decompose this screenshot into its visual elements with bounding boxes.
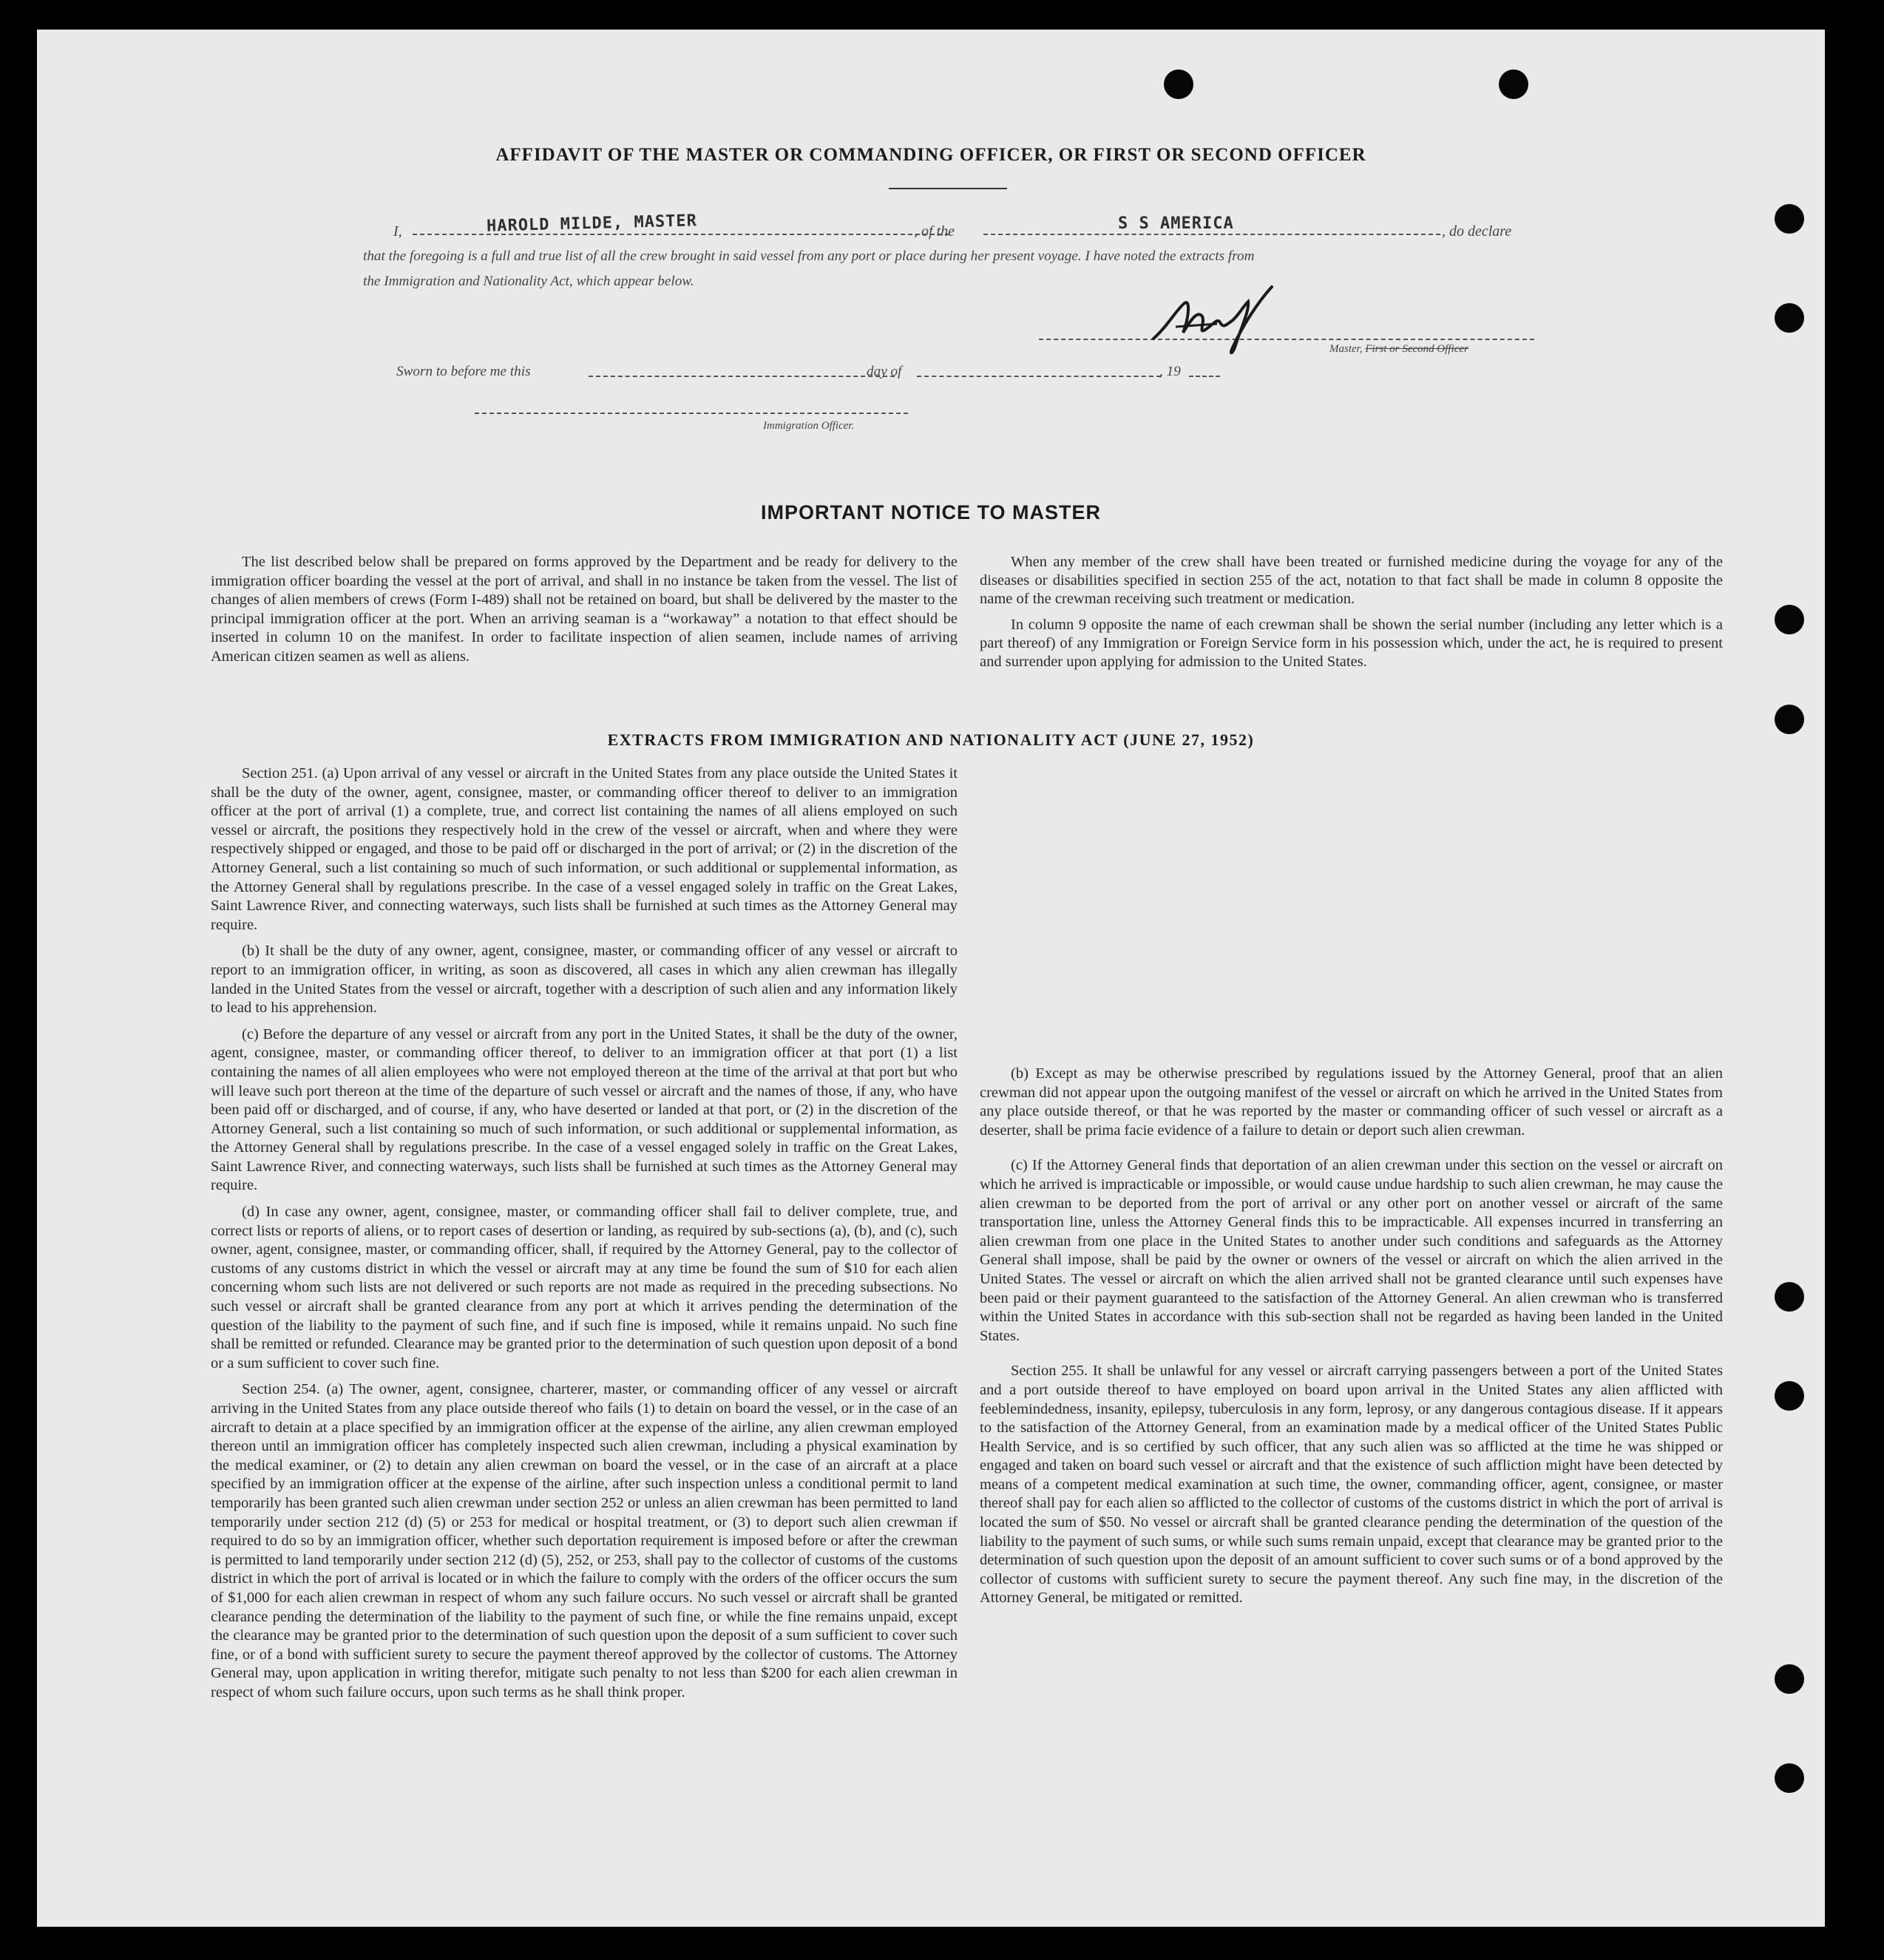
signer-master: Master, xyxy=(1329,343,1363,355)
notice-left-column xyxy=(211,553,958,674)
punch-hole xyxy=(1775,1763,1804,1793)
notice-right-p2: In column 9 opposite the name of each crewman shall be shown the serial number (including any letter which is a part thereof) of any Immigration or Foreign Service form in his possession which, under the act, he is required to present and surrender upon applying for admission to the United States. xyxy=(980,617,1723,670)
master-name: HAROLD MILDE, MASTER xyxy=(486,211,698,236)
punch-hole xyxy=(1775,605,1804,634)
document-page xyxy=(37,30,1825,1927)
sworn-month-line xyxy=(917,376,1161,377)
vessel-line xyxy=(983,234,1440,235)
punch-hole xyxy=(1775,705,1804,734)
punch-hole xyxy=(1164,69,1193,99)
extracts-title: EXTRACTS FROM IMMIGRATION AND NATIONALITY ACT (JUNE 27, 1952) xyxy=(607,730,1255,749)
punch-hole xyxy=(1775,1664,1804,1694)
title-rule xyxy=(889,188,1007,189)
officer-signature-line xyxy=(475,413,908,414)
section-254b: (b) Except as may be otherwise prescribed by regulations issued by the Attorney General, proof that an alien crewman did not appear upon the outgoing manifest of the vessel or aircraft on which he arrived in the United States from any place outside thereof, or that he was reported by the master or commanding officer of such vessel or aircraft as a deserter, shall be prima facie evidence of a failure to detain or deport such alien crewman. xyxy=(980,1065,1723,1139)
officer-label: Immigration Officer. xyxy=(763,420,855,432)
section-251c: (c) Before the departure of any vessel or aircraft from any port in the United States, it shall be the duty of the owner, agent, consignee, master, or commanding officer thereof, to deliver to an immigration officer at that port (1) a list containing the names of all alien employees who were not employed thereon at the time of the arrival at that port but who will leave such port thereon at the time of the departure of such vessel or aircraft and the names of those, if any, who have been paid off or discharged, and of course, if any, who have deserted or landed at that port, or (2) in the discretion of the Attorney General, such a list containing so much of such information, or such additional or supplemental information, as the Attorney General shall by regulations prescribe. In the case of a vessel engaged solely in traffic on the Great Lakes, Saint Lawrence River, and connecting waterways, such lists shall be furnished at such times as the Attorney General may require. xyxy=(211,1025,958,1194)
notice-left-text: The list described below shall be prepared on forms approved by the Department and be ready for delivery to the immigration officer boarding the vessel at the port of arrival, and shall in no instance be taken from the vessel. The list of changes of alien members of crews (Form I-489) shall not be retained on board, but shall be delivered by the master to the principal immigration officer at the port. When an arriving seaman is a “workaway” a notation to that effect should be inserted in column 10 on the manifest. In order to facilitate inspection of alien seamen, include names of arriving American citizen seamen as well as aliens. xyxy=(211,554,958,665)
sworn-day-line xyxy=(589,376,895,377)
punch-hole xyxy=(1775,1381,1804,1411)
signer-title xyxy=(1329,343,1468,356)
sworn-label: Sworn to before me this xyxy=(396,364,531,379)
extracts-right-column xyxy=(980,1065,1723,1615)
punch-hole xyxy=(1775,303,1804,333)
punch-hole xyxy=(1775,204,1804,234)
year-line xyxy=(1189,376,1220,377)
notice-right-column xyxy=(980,553,1723,679)
section-251a: Section 251. (a) Upon arrival of any vessel or aircraft in the United States from any place outside the United States it shall be the duty of the owner, agent, consignee, master, or commanding officer thereof to deliver to an immigration officer at the port of arrival (1) a complete, true, and correct list containing the names of all aliens employed on such vessel or aircraft, the positions they respectively hold in the crew of the vessel or aircraft, when and where they were respectively shipped or engaged, and those to be paid off or discharged in the port of arrival; or (2) in the discretion of the Attorney General, such a list containing so much of such information, or such additional or supplemental information, as the Attorney General shall by regulations prescribe. In the case of a vessel engaged solely in traffic on the Great Lakes, Saint Lawrence River, and connecting waterways, such lists shall be furnished at such times as the Attorney General may require. xyxy=(211,765,958,933)
punch-hole xyxy=(1775,1282,1804,1312)
statement-line1: that the foregoing is a full and true list of all the crew brought in said vessel from any port or place during her present voyage. I have noted the extracts from xyxy=(363,248,1255,264)
i-label: I, xyxy=(393,223,402,240)
punch-hole xyxy=(1499,69,1528,99)
day-of-label: day of xyxy=(867,364,902,379)
declare-label: , do declare xyxy=(1442,223,1512,240)
master-signature xyxy=(1146,281,1309,362)
year-label: , 19 xyxy=(1159,364,1181,379)
section-251b: (b) It shall be the duty of any owner, agent, consignee, master, or commanding officer of any vessel or aircraft to report to an immigration officer, in writing, as soon as discovered, all cases in which any alien crewman has illegally landed in the United States from the vessel or aircraft, together with a description of such alien and any information likely to lead to his apprehension. xyxy=(211,943,958,1017)
of-the-label: , of the xyxy=(914,223,955,240)
notice-right-p1: When any member of the crew shall have been treated or furnished medicine during the voyage for any of the diseases or disabilities specified in section 255 of the act, notation to that fact shall be made in column 8 opposite the name of the crewman receiving such treatment or medication. xyxy=(980,554,1723,607)
affidavit-title: AFFIDAVIT OF THE MASTER OR COMMANDING OFFICER, OR FIRST OR SECOND OFFICER xyxy=(495,145,1366,165)
extracts-left-column xyxy=(211,764,958,1710)
section-254c: (c) If the Attorney General finds that deportation of an alien crewman under this section on the vessel or aircraft on which he arrived is impracticable or impossible, or would cause undue hardship to such alien crewman, he may cause the alien crewman to be deported from the port of arrival or any other port on another vessel or aircraft of the same transportation line, unless the Attorney General finds this to be impracticable. All expenses incurred in transferring an alien crewman from one place in the United States to another under such conditions and safeguards as the Attorney General shall impose, shall be paid by the owner or owners of the vessel or aircraft on which the alien arrived in the United States. The vessel or aircraft on which the alien arrived shall not be granted clearance until such expenses have been paid or their payment guaranteed to the satisfaction of the Attorney General. An alien crewman who is transferred within the United States in accordance with this sub-section shall not be regarded as having been landed in the United States. xyxy=(980,1157,1723,1344)
section-254a: Section 254. (a) The owner, agent, consignee, charterer, master, or commanding officer of any vessel or aircraft arriving in the United States from any place outside thereof who fails (1) to detain on board the vessel, or in the case of an aircraft to detain at a place specified by an immigration officer at the expense of the airline, any alien crewman employed thereon until an immigration officer has completely inspected such alien crewman, including a physical examination by the medical examiner, or (2) to detain any alien crewman on board the vessel, or in the case of an aircraft at a place specified by an immigration officer at the expense of the airline, after such inspection unless a conditional permit to land temporarily has been granted such alien crewman under section 252 or unless an alien crewman has been permitted to land temporarily under section 212 (d) (5) or 253 for medical or hospital treatment, or (3) to deport such alien crewman if required to do so by an immigration officer, whether such deportation requirement is imposed before or after the crewman is permitted to land temporarily under section 212 (d) (5), 252, or 253, shall pay to the collector of customs of the customs district in which the port of arrival is located or in which the failure to comply with the orders of the officer occurs the sum of $1,000 for each alien crewman in respect of whom any such failure occurs. No such vessel or aircraft shall be granted clearance pending the determination of the liability to the payment of such fine, or while the fine remains unpaid, except the clearance may be granted prior to the determination of such question upon the deposit of a sum sufficient to cover such fine, or of a bond with sufficient surety to secure the payment thereof approved by the collector of customs. The Attorney General may, upon application in writing therefor, mitigate such penalty to not less than $200 for each alien crewman in respect of whom such failure occurs, upon such terms as he shall think proper. xyxy=(211,1381,958,1700)
section-251d: (d) In case any owner, agent, consignee, master, or commanding officer shall fail to deliver complete, true, and correct lists or reports of aliens, or to report cases of desertion or landing, as required by sub-sections (a), (b), and (c), such owner, agent, consignee, master, or commanding officer, shall, if required by the Attorney General, pay to the collector of customs of any customs district in which the vessel or aircraft may at any time be found the sum of $10 for each alien concerning whom such lists are not delivered or such reports are not made as required in the preceding subsections. No such vessel or aircraft shall be granted clearance from any port at which it arrives pending the determination of the question of the liability to the payment of such fine, and if such fine is imposed, while it remains unpaid. No such fine shall be remitted or refunded. Clearance may be granted prior to the determination of such question upon deposit of a bond or a sum sufficient to cover such fine. xyxy=(211,1204,958,1371)
vessel-name: S S AMERICA xyxy=(1118,214,1234,233)
signer-struck: First or Second Officer xyxy=(1365,343,1468,355)
notice-title: IMPORTANT NOTICE TO MASTER xyxy=(761,501,1101,523)
section-255: Section 255. It shall be unlawful for any vessel or aircraft carrying passengers between a port of the United States and a port outside thereof to have employed on board upon arrival in the United States any alien afflicted with feeblemindedness, insanity, epilepsy, tuberculosis in any form, leprosy, or any dangerous contagious disease. If it appears to the satisfaction of the Attorney General, from an examination made by a medical officer of the United States Public Health Service, and is so certified by such officer, that any such alien was so afflicted at the time he was shipped or engaged and taken on board such vessel or aircraft and that the existence of such affliction might have been detected by means of a competent medical examination at such time, the owner, commanding officer, agent, consignee, or master thereof shall pay for each alien so afflicted to the collector of customs of the customs district in which the port of arrival is located the sum of $50. No vessel or aircraft shall be granted clearance pending the determination of the question of the liability to the payment of such sums, or while such sums remain unpaid, except that clearance may be granted prior to the determination of such question upon the deposit of an amount sufficient to cover such sums or of a bond approved by the collector of customs with sufficient surety to secure the payment thereof. Any such fine may, in the discretion of the Attorney General, be mitigated or remitted. xyxy=(980,1363,1723,1607)
statement-line2: the Immigration and Nationality Act, which appear below. xyxy=(363,274,694,289)
